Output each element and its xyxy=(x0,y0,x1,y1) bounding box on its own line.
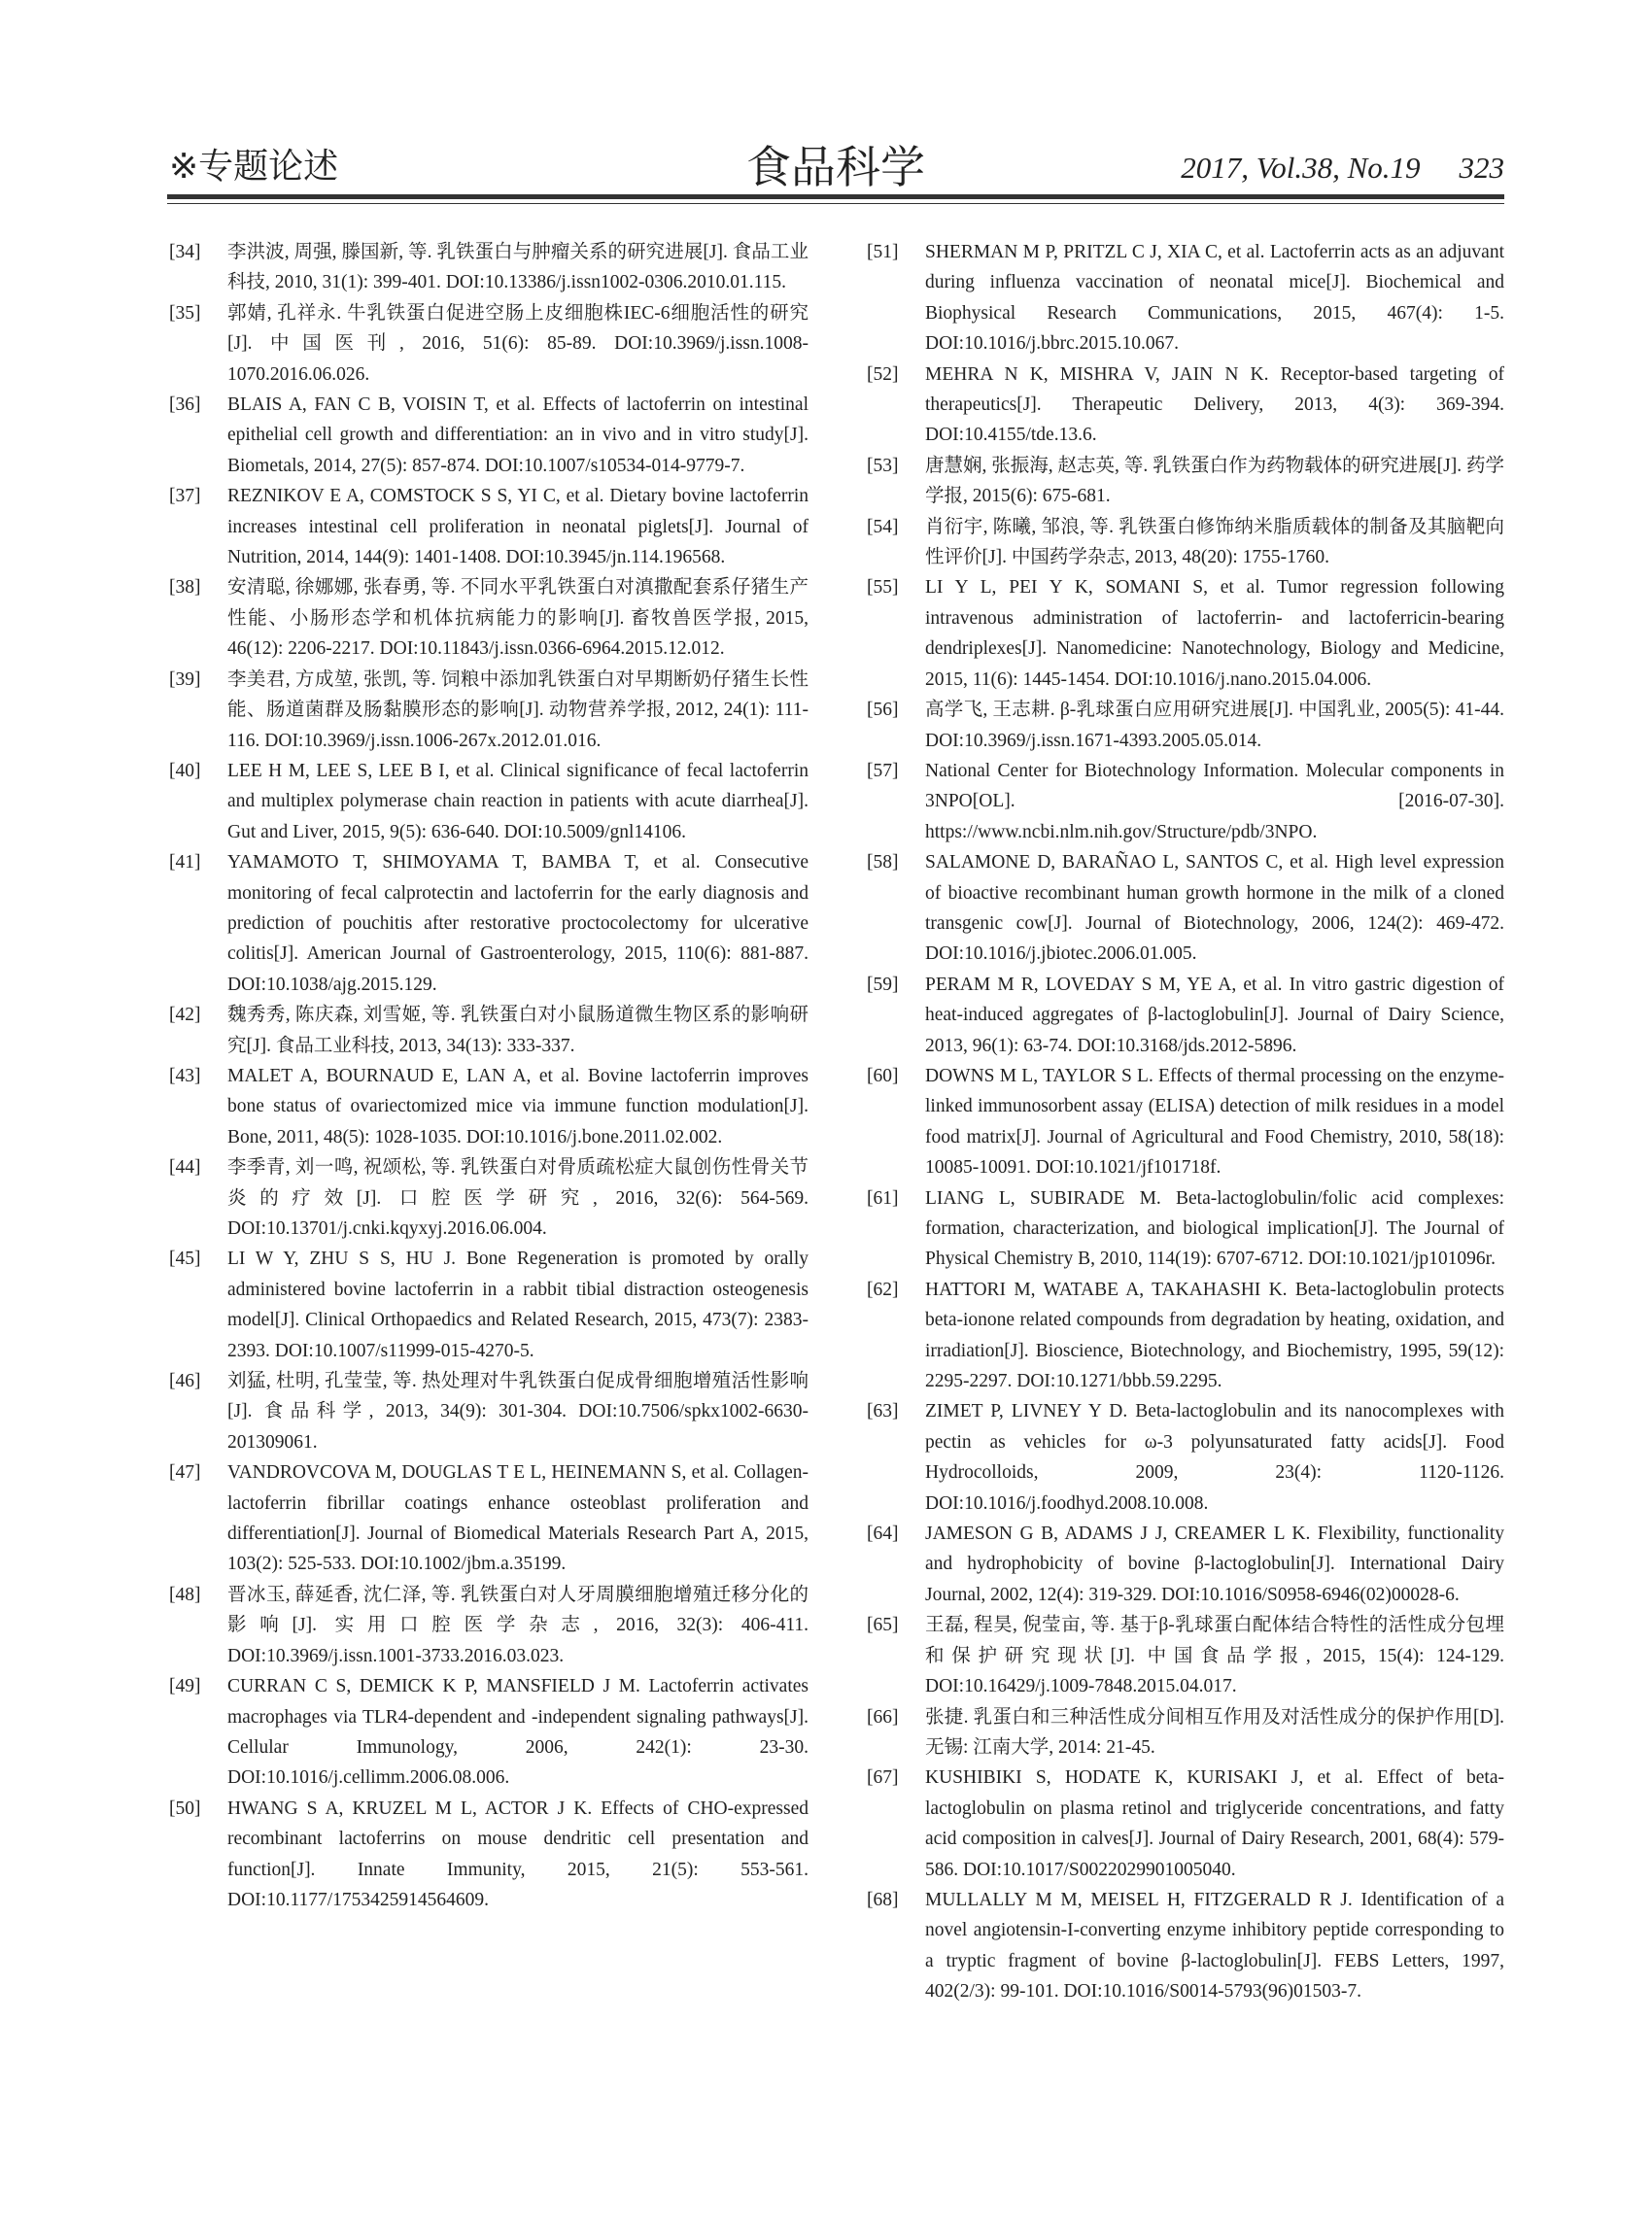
reference-text: National Center for Biotechnology Information. Molecular components in 3NPO[OL]. [2016-07-30]. https://www.ncbi.nlm.nih.gov/Structure/pdb/3NPO. xyxy=(925,760,1504,842)
reference-number: [41] xyxy=(169,852,201,873)
reference-item xyxy=(167,1457,809,1580)
reference-text: VANDROVCOVA M, DOUGLAS T E L, HEINEMANN S, et al. Collagen-lactoferrin fibrillar coatings enhance osteoblast proliferation and differentiation[J]. Journal of Biomedical Materials Research Part A, 2015, 103(2): 525-533. DOI:10.1002/jbm.a.35199. xyxy=(227,1462,809,1575)
reference-text: 王磊, 程昊, 倪莹亩, 等. 基于β-乳球蛋白配体结合特性的活性成分包埋和保护研究现状[J]. 中国食品学报, 2015, 15(4): 124-129. DOI:10.16429/j.1009-7848.2015.04.017. xyxy=(925,1615,1504,1697)
reference-number: [65] xyxy=(867,1615,899,1636)
reference-text: 晋冰玉, 薛延香, 沈仁泽, 等. 乳铁蛋白对人牙周膜细胞增殖迁移分化的影响[J]. 实用口腔医学杂志, 2016, 32(3): 406-411. DOI:10.3969/j.issn.1001-3733.2016.03.023. xyxy=(227,1584,809,1666)
reference-text: 肖衍宇, 陈曦, 邹浪, 等. 乳铁蛋白修饰纳米脂质载体的制备及其脑靶向性评价[J]. 中国药学杂志, 2013, 48(20): 1755-1760. xyxy=(925,516,1504,568)
reference-text: 刘猛, 杜明, 孔莹莹, 等. 热处理对牛乳铁蛋白促成骨细胞增殖活性影响[J]. 食品科学, 2013, 34(9): 301-304. DOI:10.7506/spkx1002-6630-201309061. xyxy=(227,1371,809,1453)
reference-number: [55] xyxy=(867,577,899,599)
reference-number: [58] xyxy=(867,852,899,873)
reference-number: [49] xyxy=(169,1676,201,1697)
reference-item xyxy=(865,360,1504,451)
references-right-column xyxy=(865,237,1504,2007)
section-label: ※专题论述 xyxy=(169,147,339,187)
reference-text: 郭婧, 孔祥永. 牛乳铁蛋白促进空肠上皮细胞株IEC-6细胞活性的研究[J]. 中国医刊, 2016, 51(6): 85-89. DOI:10.3969/j.issn.1008-1070.2016.06.026. xyxy=(227,302,809,385)
reference-text: MALET A, BOURNAUD E, LAN A, et al. Bovine lactoferrin improves bone status of ovariectomized mice via immune function modulation[J]. Bone, 2011, 48(5): 1028-1035. DOI:10.1016/j.bone.2011.02.002. xyxy=(227,1065,809,1147)
reference-number: [50] xyxy=(169,1798,201,1819)
reference-number: [67] xyxy=(867,1767,899,1789)
reference-text: MULLALLY M M, MEISEL H, FITZGERALD R J. Identification of a novel angiotensin-I-converting enzyme inhibitory peptide corresponding to a tryptic fragment of bovine β-lactoglobulin[J]. FEBS Letters, 1997, 402(2/3): 99-101. DOI:10.1016/S0014-5793(96)01503-7. xyxy=(925,1889,1504,2003)
reference-text: 李季青, 刘一鸣, 祝颂松, 等. 乳铁蛋白对骨质疏松症大鼠创伤性骨关节炎的疗效[J]. 口腔医学研究, 2016, 32(6): 564-569. DOI:10.13701/j.cnki.kqyxyj.2016.06.004. xyxy=(227,1157,809,1239)
reference-item xyxy=(865,1396,1504,1519)
reference-number: [44] xyxy=(169,1157,201,1179)
reference-text: ZIMET P, LIVNEY Y D. Beta-lactoglobulin and its nanocomplexes with pectin as vehicles for ω-3 polyunsaturated fatty acids[J]. Food Hydrocolloids, 2009, 23(4): 1120-1126. DOI:10.1016/j.foodhyd.2008.10.008. xyxy=(925,1401,1504,1514)
reference-text: LI Y L, PEI Y K, SOMANI S, et al. Tumor regression following intravenous administration of lactoferrin- and lactoferricin-bearing dendriplexes[J]. Nanomedicine: Nanotechnology, Biology and Medicine, 2015, 11(6): 1445-1454. DOI:10.1016/j.nano.2015.04.006. xyxy=(925,577,1504,690)
reference-item xyxy=(167,1152,809,1244)
reference-text: CURRAN C S, DEMICK K P, MANSFIELD J M. Lactoferrin activates macrophages via TLR4-dependent and -independent signaling pathways[J]. Cellular Immunology, 2006, 242(1): 23-30. DOI:10.1016/j.cellimm.2006.08.006. xyxy=(227,1676,809,1789)
reference-number: [42] xyxy=(169,1005,201,1026)
reference-item xyxy=(167,237,809,298)
reference-text: 高学飞, 王志耕. β-乳球蛋白应用研究进展[J]. 中国乳业, 2005(5): 41-44. DOI:10.3969/j.issn.1671-4393.2005.05.014. xyxy=(925,700,1504,751)
reference-item xyxy=(167,756,809,847)
reference-item xyxy=(167,1366,809,1457)
reference-number: [52] xyxy=(867,363,899,385)
reference-text: MEHRA N K, MISHRA V, JAIN N K. Receptor-based targeting of therapeutics[J]. Therapeutic Delivery, 2013, 4(3): 369-394. DOI:10.4155/tde.13.6. xyxy=(925,363,1504,446)
reference-number: [57] xyxy=(867,760,899,781)
reference-item xyxy=(865,970,1504,1061)
reference-text: 安清聪, 徐娜娜, 张春勇, 等. 不同水平乳铁蛋白对滇撒配套系仔猪生产性能、小肠形态学和机体抗病能力的影响[J]. 畜牧兽医学报, 2015, 46(12): 2206-2217. DOI:10.11843/j.issn.0366-6964.2015.12.012. xyxy=(227,577,809,660)
reference-number: [60] xyxy=(867,1065,899,1086)
reference-item xyxy=(865,512,1504,573)
page-number: 323 xyxy=(1459,151,1504,185)
reference-item xyxy=(865,1763,1504,1885)
reference-number: [48] xyxy=(169,1584,201,1605)
reference-text: LIANG L, SUBIRADE M. Beta-lactoglobulin/folic acid complexes: formation, characterization, and biological implication[J]. The Journal of Physical Chemistry B, 2010, 114(19): 6707-6712. DOI:10.1021/jp101096r. xyxy=(925,1187,1504,1270)
reference-number: [63] xyxy=(867,1401,899,1422)
reference-number: [34] xyxy=(169,242,201,262)
reference-text: JAMESON G B, ADAMS J J, CREAMER L K. Flexibility, functionality and hydrophobicity of bovine β-lactoglobulin[J]. International Dairy Journal, 2002, 12(4): 319-329. DOI:10.1016/S0958-6946(02)00028-6. xyxy=(925,1524,1504,1605)
reference-number: [35] xyxy=(169,302,201,324)
reference-text: YAMAMOTO T, SHIMOYAMA T, BAMBA T, et al. Consecutive monitoring of fecal calprotectin and lactoferrin for the early diagnosis and prediction of pouchitis after restorative proctocolectomy for ulcerative colitis[J]. American Journal of Gastroenterology, 2015, 110(6): 881-887. DOI:10.1038/ajg.2015.129. xyxy=(227,852,809,995)
reference-text: DOWNS M L, TAYLOR S L. Effects of thermal processing on the enzyme-linked immunosorbent assay (ELISA) detection of milk residues in a model food matrix[J]. Journal of Agricultural and Food Chemistry, 2010, 58(18): 10085-10091. DOI:10.1021/jf101718f. xyxy=(925,1065,1504,1179)
reference-number: [62] xyxy=(867,1279,899,1300)
reference-item xyxy=(865,237,1504,360)
reference-item xyxy=(865,695,1504,756)
reference-item xyxy=(865,1183,1504,1275)
reference-item xyxy=(167,847,809,1000)
reference-item xyxy=(167,1671,809,1794)
reference-text: 张捷. 乳蛋白和三种活性成分间相互作用及对活性成分的保护作用[D]. 无锡: 江南大学, 2014: 21-45. xyxy=(925,1706,1504,1758)
reference-item xyxy=(167,481,809,572)
reference-number: [51] xyxy=(867,242,899,262)
reference-number: [47] xyxy=(169,1462,201,1484)
reference-number: [54] xyxy=(867,516,899,537)
reference-item xyxy=(167,390,809,481)
reference-text: KUSHIBIKI S, HODATE K, KURISAKI J, et al. Effect of beta-lactoglobulin on plasma retinol and triglyceride concentrations, and fatty acid composition in calves[J]. Journal of Dairy Research, 2001, 68(4): 579-586. DOI:10.1017/S0022029901005040. xyxy=(925,1767,1504,1880)
reference-item xyxy=(167,298,809,390)
reference-number: [37] xyxy=(169,486,201,507)
reference-item xyxy=(865,572,1504,695)
reference-number: [64] xyxy=(867,1524,899,1545)
reference-text: SALAMONE D, BARAÑAO L, SANTOS C, et al. High level expression of bioactive recombinant human growth hormone in the milk of a cloned transgenic cow[J]. Journal of Biotechnology, 2006, 124(2): 469-472. DOI:10.1016/j.jbiotec.2006.01.005. xyxy=(925,852,1504,965)
reference-text: BLAIS A, FAN C B, VOISIN T, et al. Effects of lactoferrin on intestinal epithelial cell growth and differentiation: an in vivo and in vitro study[J]. Biometals, 2014, 27(5): 857-874. DOI:10.1007/s10534-014-9779-7. xyxy=(227,394,809,476)
journal-title: 食品科学 xyxy=(746,141,925,193)
reference-item xyxy=(865,451,1504,512)
reference-text: 李美君, 方成堃, 张凯, 等. 饲粮中添加乳铁蛋白对早期断奶仔猪生长性能、肠道菌群及肠黏膜形态的影响[J]. 动物营养学报, 2012, 24(1): 111-116. DOI:10.3969/j.issn.1006-267x.2012.01.016. xyxy=(227,668,809,751)
reference-text: 魏秀秀, 陈庆森, 刘雪姬, 等. 乳铁蛋白对小鼠肠道微生物区系的影响研究[J]. 食品工业科技, 2013, 34(13): 333-337. xyxy=(227,1005,809,1056)
reference-text: LEE H M, LEE S, LEE B I, et al. Clinical significance of fecal lactoferrin and multiplex polymerase chain reaction in patients with acute diarrhea[J]. Gut and Liver, 2015, 9(5): 636-640. DOI:10.5009/gnl14106. xyxy=(227,760,809,842)
issue-label: 2017, Vol.38, No.19 xyxy=(1181,151,1421,185)
header-rule-thin xyxy=(167,203,1504,204)
reference-item xyxy=(167,1000,809,1061)
reference-number: [45] xyxy=(169,1249,201,1270)
reference-text: 李洪波, 周强, 滕国新, 等. 乳铁蛋白与肿瘤关系的研究进展[J]. 食品工业科技, 2010, 31(1): 399-401. DOI:10.13386/j.issn1002-0306.2010.01.115. xyxy=(227,242,809,293)
reference-text: PERAM M R, LOVEDAY S M, YE A, et al. In vitro gastric digestion of heat-induced aggregates of β-lactoglobulin[J]. Journal of Dairy Science, 2013, 96(1): 63-74. DOI:10.3168/jds.2012-5896. xyxy=(925,974,1504,1056)
reference-number: [39] xyxy=(169,668,201,690)
reference-item xyxy=(865,756,1504,847)
reference-item xyxy=(167,665,809,756)
reference-item xyxy=(865,1702,1504,1764)
reference-number: [40] xyxy=(169,760,201,781)
reference-number: [36] xyxy=(169,394,201,416)
reference-item xyxy=(167,1061,809,1152)
reference-item xyxy=(167,1244,809,1366)
reference-item xyxy=(865,1061,1504,1183)
reference-number: [66] xyxy=(867,1706,899,1728)
reference-number: [53] xyxy=(867,455,899,476)
issue-info xyxy=(1181,148,1504,188)
reference-text: HWANG S A, KRUZEL M L, ACTOR J K. Effects of CHO-expressed recombinant lactoferrins on mouse dendritic cell presentation and function[J]. Innate Immunity, 2015, 21(5): 553-561. DOI:10.1177/1753425914564609. xyxy=(227,1798,809,1910)
reference-number: [68] xyxy=(867,1889,899,1910)
reference-number: [59] xyxy=(867,974,899,995)
reference-item xyxy=(865,1275,1504,1397)
reference-item xyxy=(865,1519,1504,1610)
reference-text: LI W Y, ZHU S S, HU J. Bone Regeneration is promoted by orally administered bovine lactoferrin in a rabbit tibial distraction osteogenesis model[J]. Clinical Orthopaedics and Related Research, 2015, 473(7): 2383-2393. DOI:10.1007/s11999-015-4270-5. xyxy=(227,1249,809,1361)
reference-item xyxy=(865,1610,1504,1701)
references-left-column xyxy=(167,237,809,1915)
reference-text: REZNIKOV E A, COMSTOCK S S, YI C, et al. Dietary bovine lactoferrin increases intestinal cell proliferation in neonatal piglets[J]. Journal of Nutrition, 2014, 144(9): 1401-1408. DOI:10.3945/jn.114.196568. xyxy=(227,486,809,568)
reference-number: [61] xyxy=(867,1187,899,1209)
reference-item xyxy=(167,1794,809,1916)
reference-number: [38] xyxy=(169,577,201,599)
reference-text: SHERMAN M P, PRITZL C J, XIA C, et al. Lactoferrin acts as an adjuvant during influenza vaccination of neonatal mice[J]. Biochemical and Biophysical Research Communications, 2015, 467(4): 1-5. DOI:10.1016/j.bbrc.2015.10.067. xyxy=(925,242,1504,355)
reference-text: HATTORI M, WATABE A, TAKAHASHI K. Beta-lactoglobulin protects beta-ionone related compounds from degradation by heating, oxidation, and irradiation[J]. Bioscience, Biotechnology, and Biochemistry, 1995, 59(12): 2295-2297. DOI:10.1271/bbb.59.2295. xyxy=(925,1279,1504,1392)
reference-number: [46] xyxy=(169,1371,201,1392)
reference-item xyxy=(167,1580,809,1671)
header-rule-thick xyxy=(167,194,1504,199)
reference-item xyxy=(167,572,809,664)
reference-number: [56] xyxy=(867,700,899,721)
page-header xyxy=(167,141,1504,194)
reference-item xyxy=(865,1885,1504,2007)
reference-text: 唐慧娴, 张振海, 赵志英, 等. 乳铁蛋白作为药物载体的研究进展[J]. 药学学报, 2015(6): 675-681. xyxy=(925,455,1504,507)
reference-item xyxy=(865,847,1504,970)
reference-number: [43] xyxy=(169,1065,201,1086)
